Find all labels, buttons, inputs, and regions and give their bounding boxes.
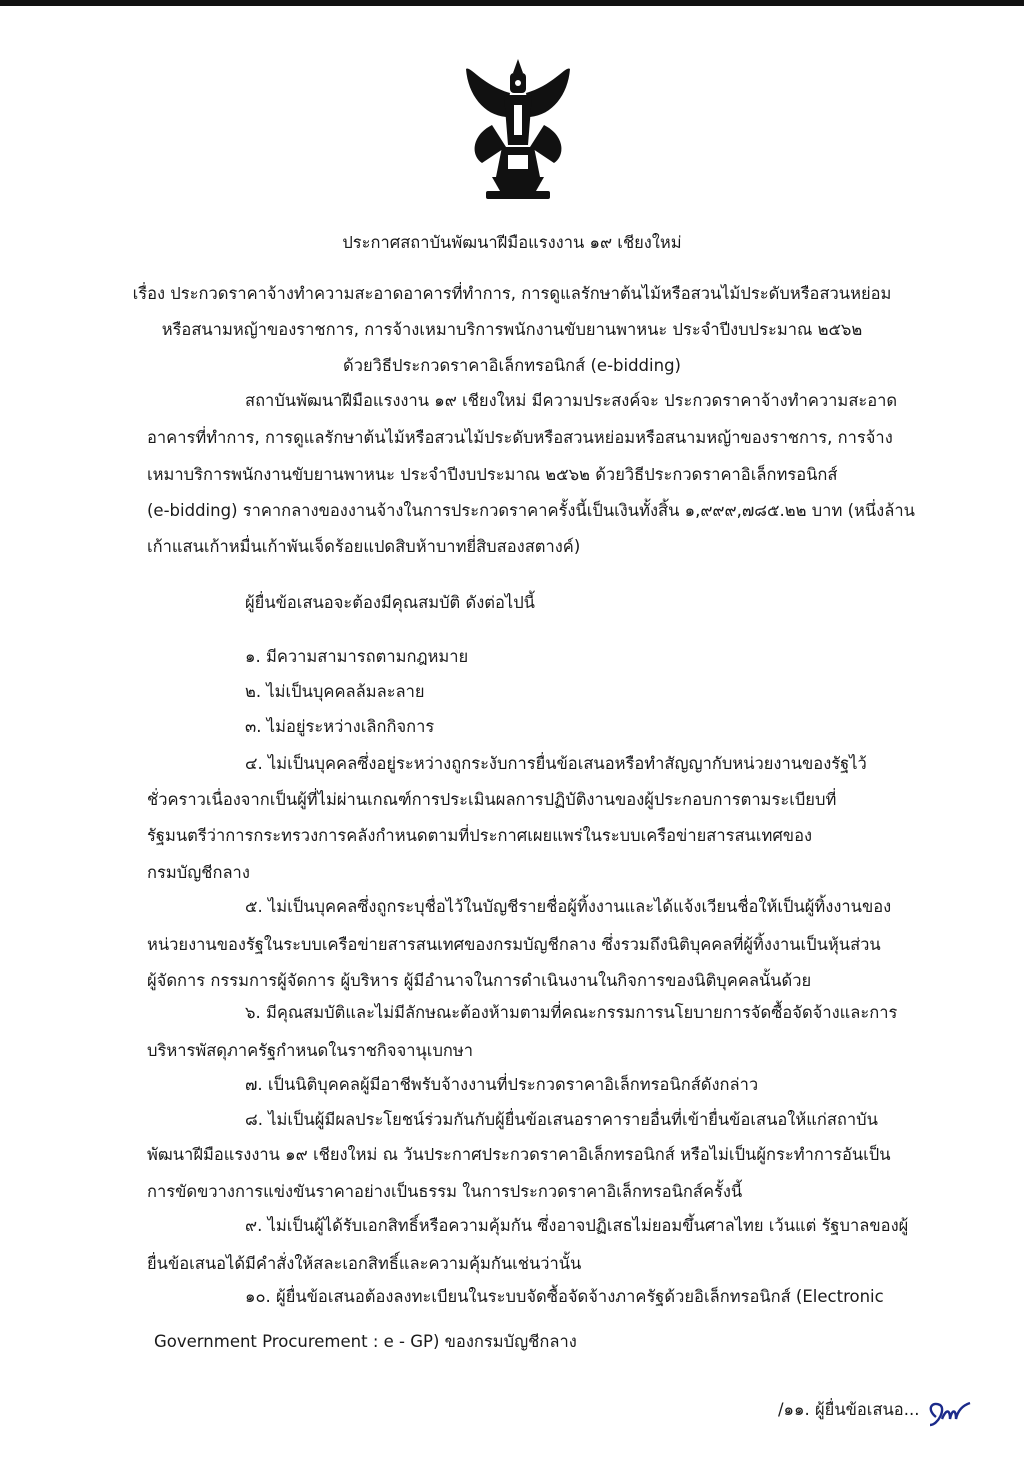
page-title: ประกาศสถาบันพัฒนาฝีมือแรงงาน ๑๙ เชียงใหม่ [342,233,682,252]
item-line: ๒. ไม่เป็นบุคคลล้มละลาย [245,682,425,701]
item-line: ๗. เป็นนิติบุคคลผู้มีอาชีพรับจ้างงานที่ประกวดราคาอิเล็กทรอนิกส์ดังกล่าว [245,1075,759,1094]
qualifications-heading: ผู้ยื่นข้อเสนอจะต้องมีคุณสมบัติ ดังต่อไปนี้ [245,593,535,612]
item-line: Government Procurement : e - GP) ของกรมบัญชีกลาง [154,1332,577,1351]
item-line: ๑. มีความสามารถตามกฎหมาย [245,647,469,666]
garuda-emblem-icon [462,55,574,205]
initials-signature-icon [922,1395,972,1435]
item-line: การขัดขวางการแข่งขันราคาอย่างเป็นธรรม ในการประกวดราคาอิเล็กทรอนิกส์ครั้งนี้ [147,1182,743,1201]
intro-line: อาคารที่ทำการ, การดูแลรักษาต้นไม้หรือสวนไม้ประดับหรือสวนหย่อมหรือสนามหญ้าของราชการ, การจ้าง [147,428,893,447]
item-line: ผู้จัดการ กรรมการผู้จัดการ ผู้บริหาร ผู้มีอำนาจในการดำเนินงานในกิจการของนิติบุคคลนั้นด้วย [147,971,812,990]
continuation-note: /๑๑. ผู้ยื่นข้อเสนอ... [778,1400,920,1419]
intro-line: (e-bidding) ราคากลางของงานจ้างในการประกวดราคาครั้งนี้เป็นเงินทั้งสิ้น ๑,๙๙๙,๗๘๕.๒๒ บาท (หนึ่งล้าน [147,501,915,520]
item-line: ชั่วคราวเนื่องจากเป็นผู้ที่ไม่ผ่านเกณฑ์การประเมินผลการปฏิบัติงานของผู้ประกอบการตามระเบียบที่ [147,790,837,809]
intro-line: เก้าแสนเก้าหมื่นเก้าพันเจ็ดร้อยแปดสิบห้าบาทยี่สิบสองสตางค์) [147,537,581,556]
intro-line: เหมาบริการพนักงานขับยานพาหนะ ประจำปีงบประมาณ ๒๕๖๒ ด้วยวิธีประกวดราคาอิเล็กทรอนิกส์ [147,465,838,484]
item-line: ๑๐. ผู้ยื่นข้อเสนอต้องลงทะเบียนในระบบจัดซื้อจัดจ้างภาครัฐด้วยอิเล็กทรอนิกส์ (Electronic [245,1287,884,1306]
item-line: รัฐมนตรีว่าการกระทรวงการคลังกำหนดตามที่ประกาศเผยแพร่ในระบบเครือข่ายสารสนเทศของ [147,826,813,845]
item-line: กรมบัญชีกลาง [147,863,250,882]
intro-line: สถาบันพัฒนาฝีมือแรงงาน ๑๙ เชียงใหม่ มีความประสงค์จะ ประกวดราคาจ้างทำความสะอาด [245,391,898,410]
subject-line: ด้วยวิธีประกวดราคาอิเล็กทรอนิกส์ (e-bidding) [343,356,681,375]
item-line: ๔. ไม่เป็นบุคคลซึ่งอยู่ระหว่างถูกระงับการยื่นข้อเสนอหรือทำสัญญากับหน่วยงานของรัฐไว้ [245,754,867,773]
item-line: ยื่นข้อเสนอได้มีคำสั่งให้สละเอกสิทธิ์และความคุ้มกันเช่นว่านั้น [147,1254,582,1273]
item-line: บริหารพัสดุภาครัฐกำหนดในราชกิจจานุเบกษา [147,1041,474,1060]
subject-line: หรือสนามหญ้าของราชการ, การจ้างเหมาบริการพนักงานขับยานพาหนะ ประจำปีงบประมาณ ๒๕๖๒ [161,320,863,339]
item-line: ๙. ไม่เป็นผู้ได้รับเอกสิทธิ์หรือความคุ้มกัน ซึ่งอาจปฏิเสธไม่ยอมขึ้นศาลไทย เว้นแต่ รัฐบาลของผู้ [245,1216,909,1235]
item-line: ๓. ไม่อยู่ระหว่างเลิกกิจการ [245,717,435,736]
item-line: ๖. มีคุณสมบัติและไม่มีลักษณะต้องห้ามตามที่คณะกรรมการนโยบายการจัดซื้อจัดจ้างและการ [245,1003,898,1022]
item-line: ๘. ไม่เป็นผู้มีผลประโยชน์ร่วมกันกับผู้ยื่นข้อเสนอราคารายอื่นที่เข้ายื่นข้อเสนอให้แก่สถาบัน [245,1110,878,1129]
item-line: พัฒนาฝีมือแรงงาน ๑๙ เชียงใหม่ ณ วันประกาศประกวดราคาอิเล็กทรอนิกส์ หรือไม่เป็นผู้กระทำการอันเป็น [147,1145,891,1164]
subject-line: เรื่อง ประกวดราคาจ้างทำความสะอาดอาคารที่ทำการ, การดูแลรักษาต้นไม้หรือสวนไม้ประดับหรือสวนหย่อม [132,284,892,303]
item-line: หน่วยงานของรัฐในระบบเครือข่ายสารสนเทศของกรมบัญชีกลาง ซึ่งรวมถึงนิติบุคคลที่ผู้ทิ้งงานเป็นหุ้นส่วน [147,935,881,954]
item-line: ๕. ไม่เป็นบุคคลซึ่งถูกระบุชื่อไว้ในบัญชีรายชื่อผู้ทิ้งงานและได้แจ้งเวียนชื่อให้เป็นผู้ทิ้งงานของ [245,897,892,916]
scan-edge [0,0,1024,6]
